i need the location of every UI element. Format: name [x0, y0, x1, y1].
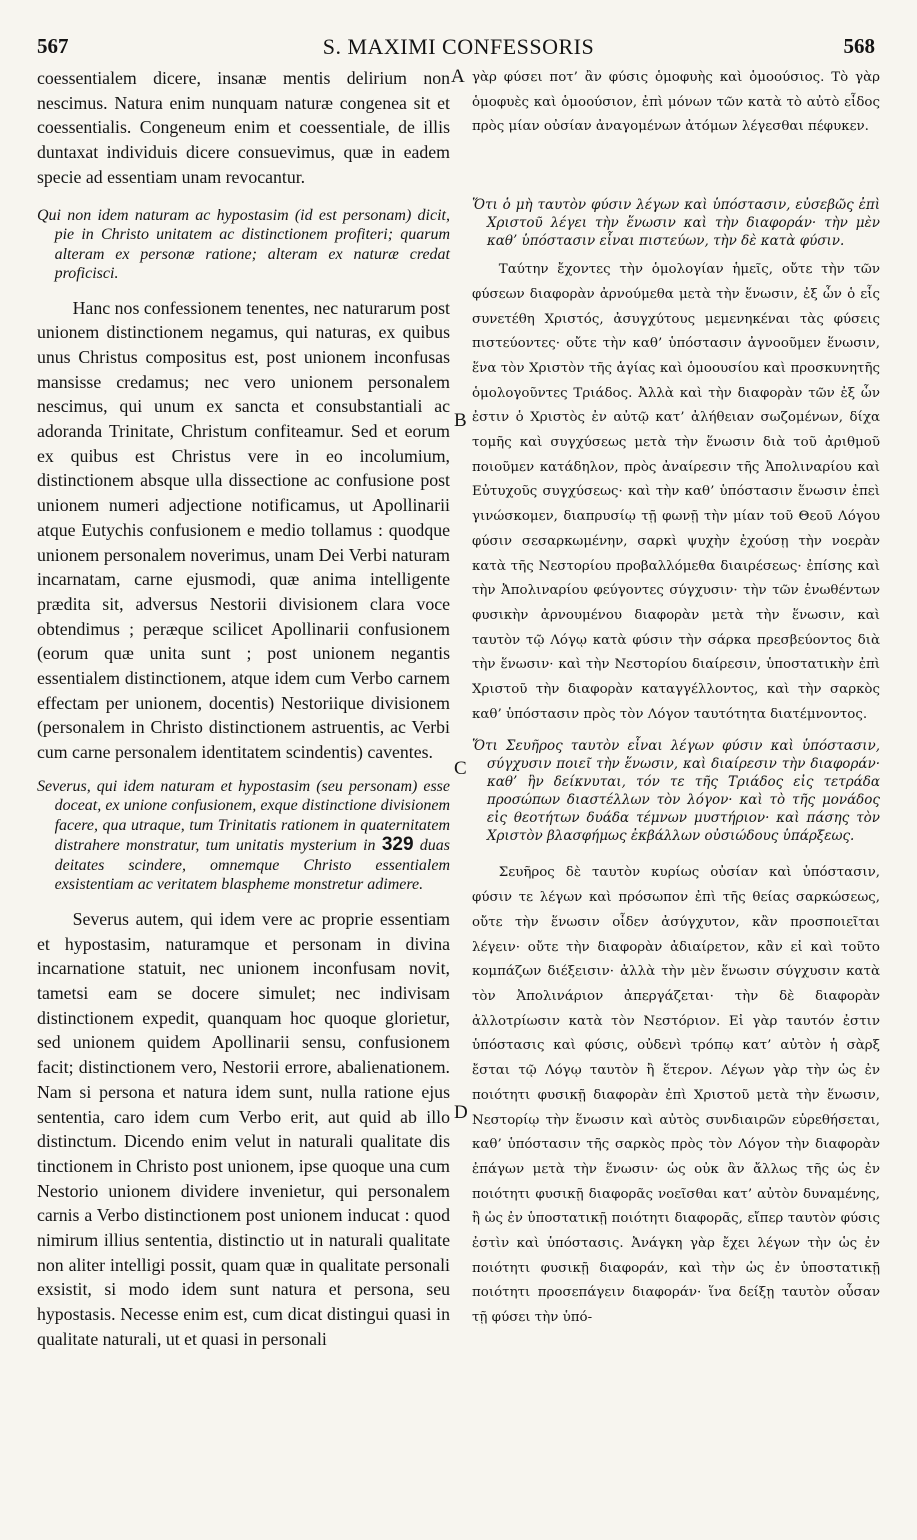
latin-chapter-heading: Qui non idem naturam ac hypostasim (id est personam) dicit, pie in Christo unitatem ac distinctionem profiteri; quarum alteram ex personæ ratione; alteram ex naturæ credat proficisci. [37, 206, 450, 283]
latin-heading-text: duas deitates scindere, omnemque Christo essentialem exsistentiam ac veritatem blaspheme monstretur adimere. [54, 837, 451, 894]
greek-column [472, 66, 880, 1331]
section-marker-c: C [454, 758, 467, 779]
latin-chapter-heading [37, 777, 450, 895]
greek-paragraph: Σευῆρος δὲ ταυτὸν κυρίως οὐσίαν καὶ ὑπόστασιν, φύσιν τε λέγων καὶ πρόσωπον ἐπὶ τῆς θείας σαρκώσεως, οὔτε τὴν ἕνωσιν οἶδεν ἀσύγχυτον, κἂν προσποιεῖται λέγειν· οὔτε τὴν διαφορὰν ἀδιαίρετον, κἂν εἰ καὶ τοῦτο κομπάζων διέξεισιν· ἀλλὰ τὴν μὲν ἕνωσιν σύγχυσιν κατὰ τὸν Ἀπολινάριον ἀπεργάζεται· τὴν δὲ διαφορὰν ἀλλοτρίωσιν κατὰ τὸν Νεστόριον. Εἰ γὰρ ταυτόν ἐστιν ὑπόστασις καὶ φύσις, οὐδενὶ τρόπῳ κατ’ αὐτὸν ἡ σὰρξ ἔσται τῷ Λόγῳ ταυτὸν ἢ ἕτερον. Λέγων γὰρ τὴν ὡς ἐν ποιότητι φυσικῇ διαφορὰν ἐπὶ Χριστοῦ μετὰ τὴν ἕνωσιν, Νεστορίῳ τὴν ἕνωσιν καὶ αὐτὸς συνδιαιρῶν εὑρεθήσεται, καθ’ ὑπόστασιν τῆς σαρκὸς πρὸς τὸν Λόγον τὴν διαφορὰν ἐπάγων μετὰ τὴν ἕνωσιν· ὡς οὐκ ἂν ἄλλως τῆς ὡς ἐν ποιότητι φυσικῇ διαφορᾶς νοεῖσθαι κατ’ αὐτὸν δυναμένης, ἢ ὡς ἐν ὑποστατικῇ ποιότητι διαφορᾶς, εἴπερ ταυτὸν φύσις ἐστὶν καὶ ὑπόστασις. Ἀνάγκη γὰρ ἔχει λέγων τὴν ὡς ἐν ποιότητι φυσικῇ διαφοράν, καὶ τὴν ὡς ἐν ὑποστατικῇ ποιότητι προσεπάγειν διαφοράν· ἵνα δείξῃ ταυτὸν οὖσαν τῇ φύσει τὴν ὑπό- [472, 865, 880, 1326]
latin-column [37, 66, 450, 1352]
page-number-left: 567 [37, 34, 69, 58]
page-number-right: 568 [843, 34, 875, 58]
section-marker-d: D [454, 1102, 468, 1123]
section-marker-a: A [451, 66, 465, 87]
page-header [0, 30, 917, 64]
column-number: 329 [381, 834, 414, 856]
greek-chapter-heading: Ὅτι ὁ μὴ ταυτὸν φύσιν λέγων καὶ ὑπόστασιν, εὐσεβῶς ἐπὶ Χριστοῦ λέγει τὴν ἕνωσιν καὶ τὴν διαφοράν· τὴν μὲν καθ’ ὑπόστασιν εἶναι πιστεύων, τὴν δὲ κατὰ φύσιν. [472, 197, 880, 250]
greek-paragraph: γὰρ φύσει ποτ’ ἂν φύσις ὁμοφυὴς καὶ ὁμοούσιος. Τὸ γὰρ ὁμοφυὲς καὶ ὁμοούσιον, ἐπὶ μόνων τῶν κατὰ τὸ αὐτὸ εἶδος πρὸς μίαν οὐσίαν ἀναγομένων ἀτόμων λέγεσθαι πέφυκεν. [472, 70, 880, 135]
latin-heading-text: Severus, qui idem naturam et hypostasim (seu personam) esse doceat, ex unione confusionem, exque distinctione divisionem facere, qua utraque, tum Trinitatis rationem in quaternitatem distrahere monstratur, tum unitatis mysterium in [37, 777, 450, 855]
greek-paragraph: Ταύτην ἔχοντες τὴν ὁμολογίαν ἡμεῖς, οὔτε τὴν τῶν φύσεων διαφορὰν ἀρνούμεθα μετὰ τὴν ἕνωσιν, ἐξ ὧν ὁ εἷς συνετέθη Χριστός, ἀσυγχύτους μεμενηκέναι τὰς φύσεις πιστεύοντες· οὔτε τὴν καθ’ ὑπόστασιν ἀγνοοῦμεν ἕνωσιν, ἕνα τὸν Χριστὸν τῆς ἁγίας καὶ ὁμοουσίου καὶ προσκυνητῆς ὁμολογοῦντες Τριάδος. Ἀλλὰ καὶ τὴν διαφορὰν τῶν ἐξ ὧν ἐστιν ὁ Χριστὸς ἐν αὐτῷ κατ’ ἀλήθειαν σωζομένων, δίχα τομῆς καὶ συγχύσεως μετὰ τὴν ἕνωσιν διὰ τοῦ ἀριθμοῦ ποιοῦμεν κατάδηλον, πρὸς ἀναίρεσιν τῆς Ἀπολιναρίου καὶ Εὐτυχοῦς συγχύσεως· καὶ τὴν καθ’ ὑπόστασιν ἕνωσιν ἐπεὶ γινώσκομεν, διαπρυσίῳ τῇ φωνῇ τὴν μίαν τοῦ Θεοῦ Λόγου φύσιν σεσαρκωμένην, σαρκὶ ψυχὴν ἐχούσῃ τὴν νοερὰν κατὰ τῆς Νεστορίου προβαλλόμεθα διαιρέσεως· ἐπίσης καὶ τὴν Ἀπολιναρίου φεύγοντες σύγχυσιν· τὴν τῶν ἑνωθέντων φυσικὴν ἀρνουμένου διαφορὰν μετὰ τὴν ἕνωσιν, καὶ ταυτὸν τῷ Λόγῳ κατὰ φύσιν τὴν σάρκα πρεσβεύοντος διὰ τὴν ἕνωσιν· καὶ τὴν Νεστορίου διαίρεσιν, ὑποστατικὴν ἐπὶ Χριστοῦ τὴν διαφορὰν καταγγέλλοντος, καὶ τὴν σαρκὸς καθ’ ὑπόστασιν πρὸς τὸν Λόγον ταυτότητα διατέμνοντος. [472, 262, 880, 722]
latin-paragraph: Severus autem, qui idem vere ac proprie essentiam et hypostasim, naturamque et personam in divina incarnatione statuit, nec unionem inconfusam novit, tametsi eam se docere simulet; nec indivisam distinctionem expedit, quanquam hoc quoque glorietur, sed unionem quidem Apollinarii sensu, confusionem facit; distinctionem vero, Nestorii errore, abalienationem. Nam si persona et natura idem sunt, nulla ratione ejus sententia, caro idem cum Verbo erit, aut quid ab illo distinctum. Dicendo enim velut in naturali qualitate dis tinctionem in Christo post unionem, ipse quoque una cum Nestorio unionem dividere invenietur, qui personalem carnis a Verbo distinctionem post unionem inducat : quod nimirum illius sententia, distinctio ut in naturali qualitate non aliter intelligi possit, quam quæ in qualitate personali exsistit, si modo idem sunt natura et persona, seu hypostasis. Necesse enim est, cum dicat distingui quasi in qualitate naturali, ut et quasi in personali [37, 908, 450, 1349]
section-marker-b: B [454, 410, 467, 431]
running-title: S. MAXIMI CONFESSORIS [322, 34, 595, 59]
greek-chapter-heading: Ὅτι Σευῆρος ταυτὸν εἶναι λέγων φύσιν καὶ ὑπόστασιν, σύγχυσιν ποιεῖ τὴν ἕνωσιν, καὶ διαίρεσιν τὴν διαφοράν· καθ’ ἣν δείκνυται, τόν τε τῆς Τριάδος εἰς τετράδα προσώπων διαστέλλων τὸν λόγον· καὶ τὸ τῆς μονάδος εἰς θεοτήτων δυάδα τέμνων μυστήριον· καὶ πάσης τὸν Χριστὸν βλασφήμως ἐκβάλλων οὐσιώδους ὑπάρξεως. [472, 738, 880, 845]
latin-paragraph: coessentialem dicere, insanæ mentis delirium non nescimus. Natura enim nunquam naturæ congenea sit et coessentialis. Congeneum enim et coessentiale, de illis duntaxat individuis dicere consuevimus, quæ in eadem specie ad essentiam unam revocantur. [37, 68, 450, 187]
latin-paragraph: Hanc nos confessionem tenentes, nec naturarum post unionem distinctionem negamus, qui naturas, ex quibus unus Christus compositus est, post unionem inconfusas mansisse credamus; nec vero unionem personalem nescimus, qui unum ex sancta et consubstantiali ac adoranda Trinitate, Christum confiteamur. Sed et eorum ex quibus est Christus vere in eo incolumium, distinctionem absque ulla dissectione ac confusione post unionem numeri adjectione notificamus, ut Apollinarii atque Eutychis confusionem e medio tollamus : quodque unionem personalem noverimus, unam Dei Verbi naturam incarnatam, carne ejusmodi, quæ anima intelligente prædita sit, adversus Nestorii divisionem clara voce obtendimus ; peræque scilicet Apollinarii confusionem (eorum quæ unita sunt ; post unionem negantis essentialem distinctionem, atque idem cum Verbo carnem effectam per unionem, docentis) Nestoriique divisionem (personalem in Christo distinctionem astruentis, ac Verbi cum carne personalem identitatem scindentis) caventes. [37, 297, 450, 763]
